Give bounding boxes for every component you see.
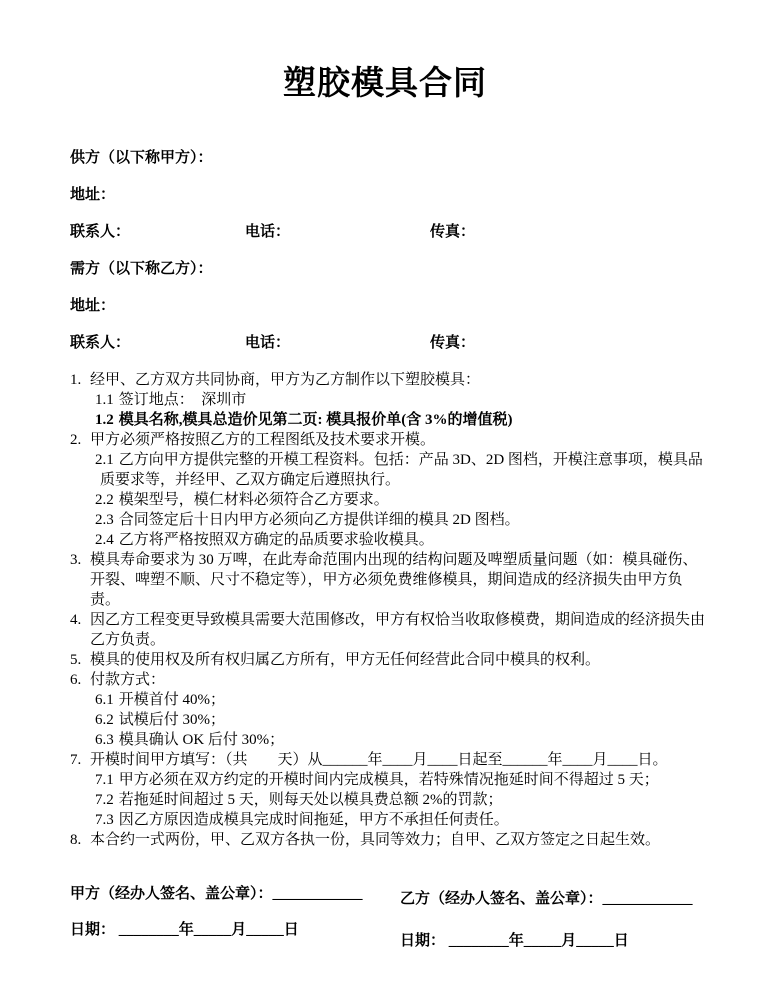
clause-1-2 <box>95 410 712 430</box>
clause-3-number: 3. <box>70 552 82 568</box>
clause-5 <box>70 650 712 670</box>
clause-6-3-number: 6.3 <box>95 732 114 748</box>
clause-7-2 <box>95 790 712 810</box>
clause-7-1-text: 甲方必须在双方约定的开模时间内完成模具，若特殊情况拖延时间不得超过 5 天； <box>118 772 659 788</box>
clause-4-number: 4. <box>70 612 82 628</box>
clause-7-1-number: 7.1 <box>95 772 114 788</box>
clause-2 <box>70 430 712 450</box>
clause-2-4-text: 乙方将严格按照双方确定的品质要求验收模具。 <box>118 532 434 548</box>
clause-1 <box>70 370 712 390</box>
clause-6 <box>70 670 712 690</box>
party-b-signature-blank: ____________ <box>602 891 693 907</box>
clause-6-1-number: 6.1 <box>95 692 114 708</box>
clause-1-1 <box>95 390 712 410</box>
clause-7-2-number: 7.2 <box>95 792 114 808</box>
clause-7-3-text: 因乙方原因造成模具完成时间拖延，甲方不承担任何责任。 <box>118 812 509 828</box>
clause-3 <box>70 550 712 610</box>
supplier-phone-label: 电话： <box>245 224 291 240</box>
supplier-label: 供方（以下称甲方）： <box>70 150 213 166</box>
supplier-contact-label: 联系人： <box>70 224 131 240</box>
clause-7-2-text: 若拖延时间超过 5 天，则每天处以模具费总额 2%的罚款； <box>118 792 503 808</box>
buyer-phone-label: 电话： <box>245 335 291 351</box>
clause-2-2 <box>95 490 712 510</box>
clause-7-1 <box>95 770 712 790</box>
buyer-label: 需方（以下称乙方）： <box>70 261 213 277</box>
page-title: 塑胶模具合同 <box>283 66 487 102</box>
clause-2-3-number: 2.3 <box>95 512 114 528</box>
party-a-signature-blank: ____________ <box>272 886 363 902</box>
clause-2-1 <box>95 450 712 490</box>
clause-2-2-text: 模架型号，模仁材料必须符合乙方要求。 <box>118 492 389 508</box>
clause-2-1-text: 乙方向甲方提供完整的开模工程资料。包括：产品 3D、2D 图档，开模注意事项，模具品质要求等，并经甲、乙双方确定后遵照执行。 <box>100 452 703 488</box>
party-b-signature-line <box>400 889 693 909</box>
party-a-signature-block <box>70 884 400 951</box>
clause-3-text: 模具寿命要求为 30 万啤，在此寿命范围内出现的结构问题及啤塑质量问题（如：模具碰伤、开裂、啤塑不顺、尺寸不稳定等），甲方必须免费维修模具，期间造成的经济损失由甲方负责。 <box>90 552 698 608</box>
buyer-contact-row <box>70 333 770 353</box>
supplier-address-label: 地址： <box>70 187 116 203</box>
clause-7-3-number: 7.3 <box>95 812 114 828</box>
clause-6-number: 6. <box>70 672 82 688</box>
clause-7-number: 7. <box>70 752 82 768</box>
clause-2-4-number: 2.4 <box>95 532 114 548</box>
clause-6-2-number: 6.2 <box>95 712 114 728</box>
clause-6-1-text: 开模首付 40%； <box>118 692 225 708</box>
clause-2-3-text: 合同签定后十日内甲方必须向乙方提供详细的模具 2D 图档。 <box>118 512 520 528</box>
clause-6-3-text: 模具确认 OK 后付 30%； <box>118 732 285 748</box>
party-b-signature-block <box>400 889 693 951</box>
clause-2-1-number: 2.1 <box>95 452 114 468</box>
party-a-signature-line <box>70 884 400 904</box>
clause-5-text: 模具的使用权及所有权归属乙方所有，甲方无任何经营此合同中模具的权利。 <box>90 652 601 668</box>
clause-6-2-text: 试模后付 30%； <box>118 712 225 728</box>
party-b-date-line: 日期： ________年_____月_____日 <box>400 933 629 949</box>
clause-1-1-number: 1.1 <box>95 392 114 408</box>
clause-1-2-number: 1.2 <box>95 412 114 428</box>
clause-6-1 <box>95 690 712 710</box>
clause-2-text: 甲方必须严格按照乙方的工程图纸及技术要求开模。 <box>90 432 436 448</box>
clause-7-text: 开模时间甲方填写：（共 天）从______年____月____日起至______年____月____日。 <box>90 752 668 768</box>
buyer-address-label: 地址： <box>70 298 116 314</box>
clause-5-number: 5. <box>70 652 82 668</box>
clause-7-3 <box>95 810 712 830</box>
signature-section <box>70 884 770 951</box>
buyer-fax-label: 传真： <box>430 335 476 351</box>
clause-1-2-text: 模具名称,模具总造价见第二页: 模具报价单(含 3%的增值税) <box>118 412 513 428</box>
supplier-contact-row <box>70 222 770 242</box>
parties-section <box>70 148 770 353</box>
clause-4-text: 因乙方工程变更导致模具需要大范围修改，甲方有权恰当收取修模费，期间造成的经济损失由乙方负责。 <box>90 612 706 648</box>
clause-2-number: 2. <box>70 432 82 448</box>
clause-6-3 <box>95 730 712 750</box>
clause-6-2 <box>95 710 712 730</box>
clause-2-3 <box>95 510 712 530</box>
clause-1-number: 1. <box>70 372 82 388</box>
clause-4 <box>70 610 712 650</box>
party-a-signature-label: 甲方（经办人签名、盖公章）： <box>70 886 273 902</box>
clauses-list <box>0 370 770 850</box>
clause-8-text: 本合约一式两份，甲、乙双方各执一份，具同等效力；自甲、乙双方签定之日起生效。 <box>90 832 661 848</box>
clause-8 <box>70 830 712 850</box>
supplier-fax-label: 传真： <box>430 224 476 240</box>
clause-2-4 <box>95 530 712 550</box>
buyer-contact-label: 联系人： <box>70 335 131 351</box>
clause-1-text: 经甲、乙方双方共同协商，甲方为乙方制作以下塑胶模具： <box>90 372 481 388</box>
clause-6-text: 付款方式： <box>90 672 166 688</box>
party-b-signature-label: 乙方（经办人签名、盖公章）： <box>400 891 603 907</box>
party-a-date-line: 日期： ________年_____月_____日 <box>70 922 299 938</box>
clause-2-2-number: 2.2 <box>95 492 114 508</box>
clause-1-1-text: 签订地点： 深圳市 <box>118 392 247 408</box>
clause-8-number: 8. <box>70 832 82 848</box>
clause-7 <box>70 750 712 770</box>
